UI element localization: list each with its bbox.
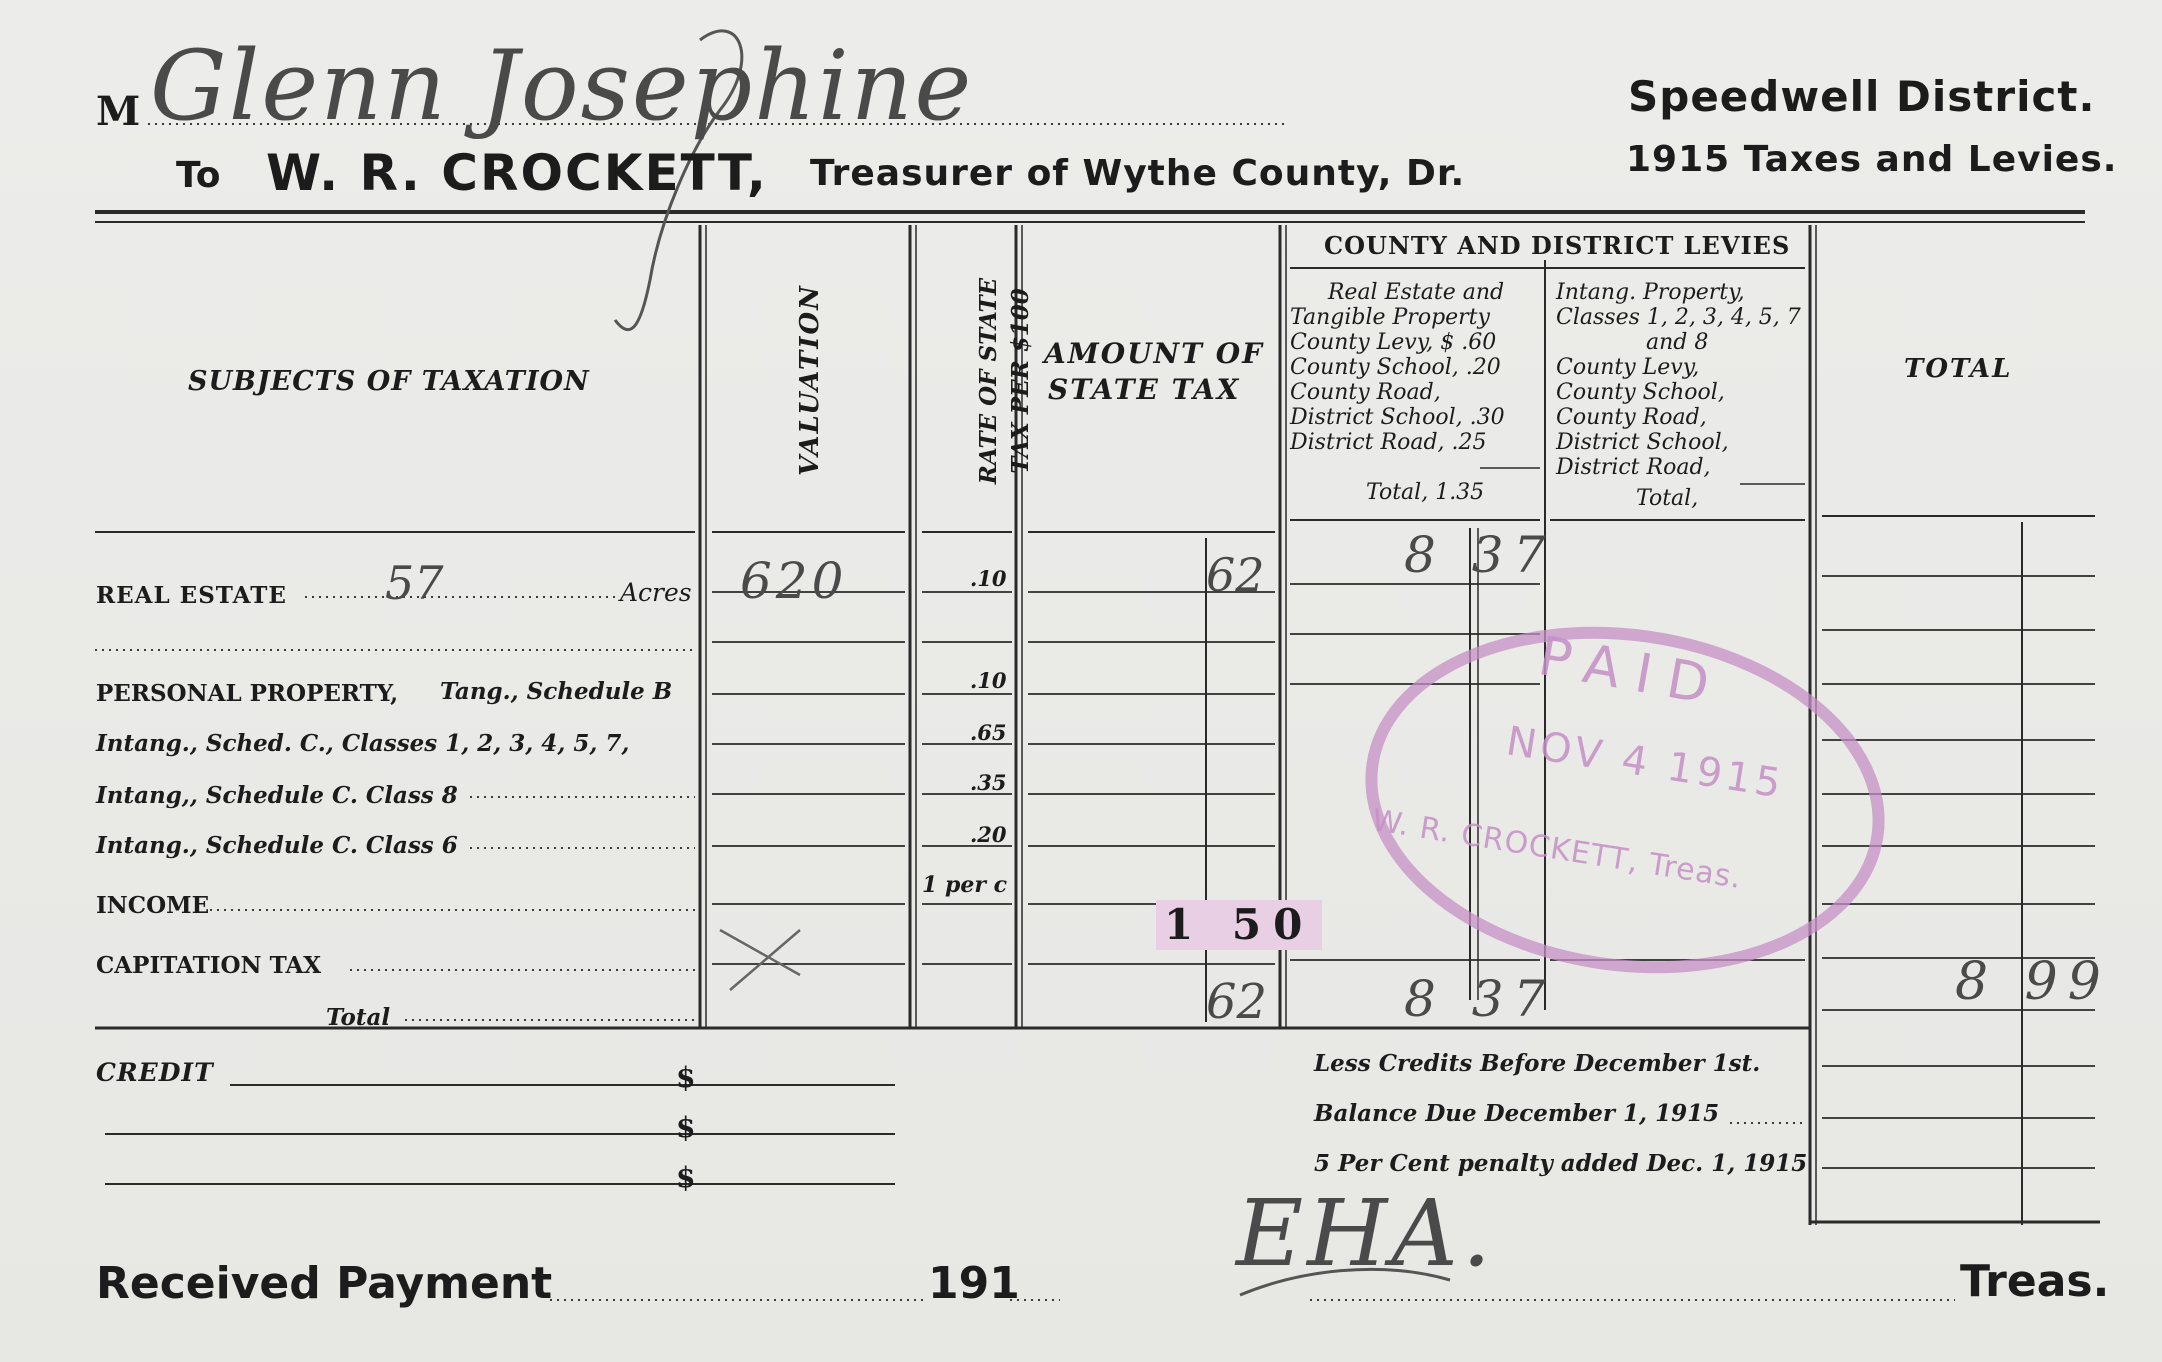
to-label: To xyxy=(176,155,221,196)
received-year-prefix: 191 xyxy=(928,1258,1020,1309)
prefix-m: M xyxy=(96,88,141,135)
row-personal-property: PERSONAL PROPERTY, xyxy=(96,680,399,707)
levies-right-line: and 8 xyxy=(1646,330,1709,355)
paid-stamp-line1: PAID xyxy=(1533,624,1730,719)
credit-dollar-3: $ xyxy=(676,1161,696,1194)
levies-right-line: Intang. Property, xyxy=(1556,280,1745,305)
grand-total: 8 99 xyxy=(1955,952,2111,1012)
real-estate-tax: 62 xyxy=(1206,548,1265,602)
levies-right-line: District Road, xyxy=(1556,455,1711,480)
levies-left-line: County Road, xyxy=(1290,380,1441,405)
levies-left-list xyxy=(1290,280,1542,455)
row-total: Total xyxy=(326,1004,391,1031)
paid-stamp-date: NOV 4 1915 xyxy=(1503,718,1788,808)
tax-year-line: 1915 Taxes and Levies. xyxy=(1626,139,2118,180)
intang-class6-rate: .20 xyxy=(970,822,1007,847)
real-estate-acres: 57 xyxy=(385,556,444,610)
levies-right-list xyxy=(1556,280,1806,480)
levies-right-total: Total, xyxy=(1636,486,1699,511)
levies-left-line: Tangible Property xyxy=(1290,305,1490,330)
balance-due-label: Balance Due December 1, 1915 xyxy=(1314,1100,1720,1127)
less-credits-label: Less Credits Before December 1st. xyxy=(1314,1050,1761,1077)
levies-left-line: County Levy, $ .60 xyxy=(1290,330,1497,355)
total-tax: 62 xyxy=(1206,974,1268,1030)
capitation-x-mark xyxy=(720,930,800,990)
treasurer-title: Treasurer of Wythe County, Dr. xyxy=(810,153,1466,194)
column-rate-line1: RATE OF STATE xyxy=(975,277,1002,485)
capitation-amount: 1 50 xyxy=(1156,900,1322,950)
levies-left-line: District School, .30 xyxy=(1290,405,1505,430)
row-intang-class6: Intang., Schedule C. Class 6 xyxy=(96,832,458,859)
column-rate-line2: TAX PER $100 xyxy=(1007,288,1034,474)
levies-right-line: Classes 1, 2, 3, 4, 5, 7 xyxy=(1556,305,1801,330)
row-capitation-tax: CAPITATION TAX xyxy=(96,952,322,979)
levies-left-line: District Road, .25 xyxy=(1290,430,1487,455)
levies-left-line: County School, .20 xyxy=(1290,355,1501,380)
levies-right-line: County Road, xyxy=(1556,405,1707,430)
levies-left-line: Real Estate and xyxy=(1327,280,1505,305)
column-levies-title: COUNTY AND DISTRICT LEVIES xyxy=(1324,231,1791,260)
penalty-label: 5 Per Cent penalty added Dec. 1, 1915 xyxy=(1314,1150,1808,1177)
row-intang-classes: Intang., Sched. C., Classes 1, 2, 3, 4, 5, 7, xyxy=(96,730,630,757)
levies-left-total: Total, 1.35 xyxy=(1366,480,1485,505)
acres-label: Acres xyxy=(620,578,692,607)
column-amount-line1: AMOUNT OF xyxy=(1044,337,1264,370)
income-rate: 1 per c xyxy=(922,872,1007,898)
intang-classes-rate: .65 xyxy=(970,720,1007,745)
column-amount-line2: STATE TAX xyxy=(1048,373,1241,406)
personal-rate: .10 xyxy=(970,668,1007,693)
column-subjects: SUBJECTS OF TAXATION xyxy=(188,366,590,397)
paid-stamp-treasurer: W. R. CROCKETT, Treas. xyxy=(1369,802,1745,897)
column-valuation: VALUATION xyxy=(795,284,825,476)
credit-dollar-1: $ xyxy=(676,1061,696,1094)
levies-right-line: County School, xyxy=(1556,380,1725,405)
row-intang-class8: Intang,, Schedule C. Class 8 xyxy=(96,782,458,809)
total-levy: 8 37 xyxy=(1404,970,1556,1028)
row-real-estate: REAL ESTATE xyxy=(96,582,287,609)
treasurer-initials: EHA. xyxy=(1236,1180,1496,1287)
levies-right-line: County Levy, xyxy=(1556,355,1700,380)
payee-handwriting: Glenn Josephine xyxy=(150,30,974,142)
real-estate-levy: 8 37 xyxy=(1404,526,1556,584)
real-estate-valuation: 620 xyxy=(740,552,848,610)
row-income: INCOME xyxy=(96,892,210,919)
real-estate-rate: .10 xyxy=(970,566,1007,591)
treas-label: Treas. xyxy=(1960,1256,2110,1307)
treasurer-name: W. R. CROCKETT, xyxy=(266,144,768,202)
credit-dollar-2: $ xyxy=(676,1111,696,1144)
district-title: Speedwell District. xyxy=(1628,72,2096,121)
credit-label: CREDIT xyxy=(96,1058,214,1087)
personal-property-schedule: Tang., Schedule B xyxy=(440,678,673,705)
levies-right-line: District School, xyxy=(1556,430,1729,455)
received-payment-label: Received Payment xyxy=(96,1258,553,1309)
intang-class8-rate: .35 xyxy=(970,770,1007,795)
column-total: TOTAL xyxy=(1904,354,2013,384)
